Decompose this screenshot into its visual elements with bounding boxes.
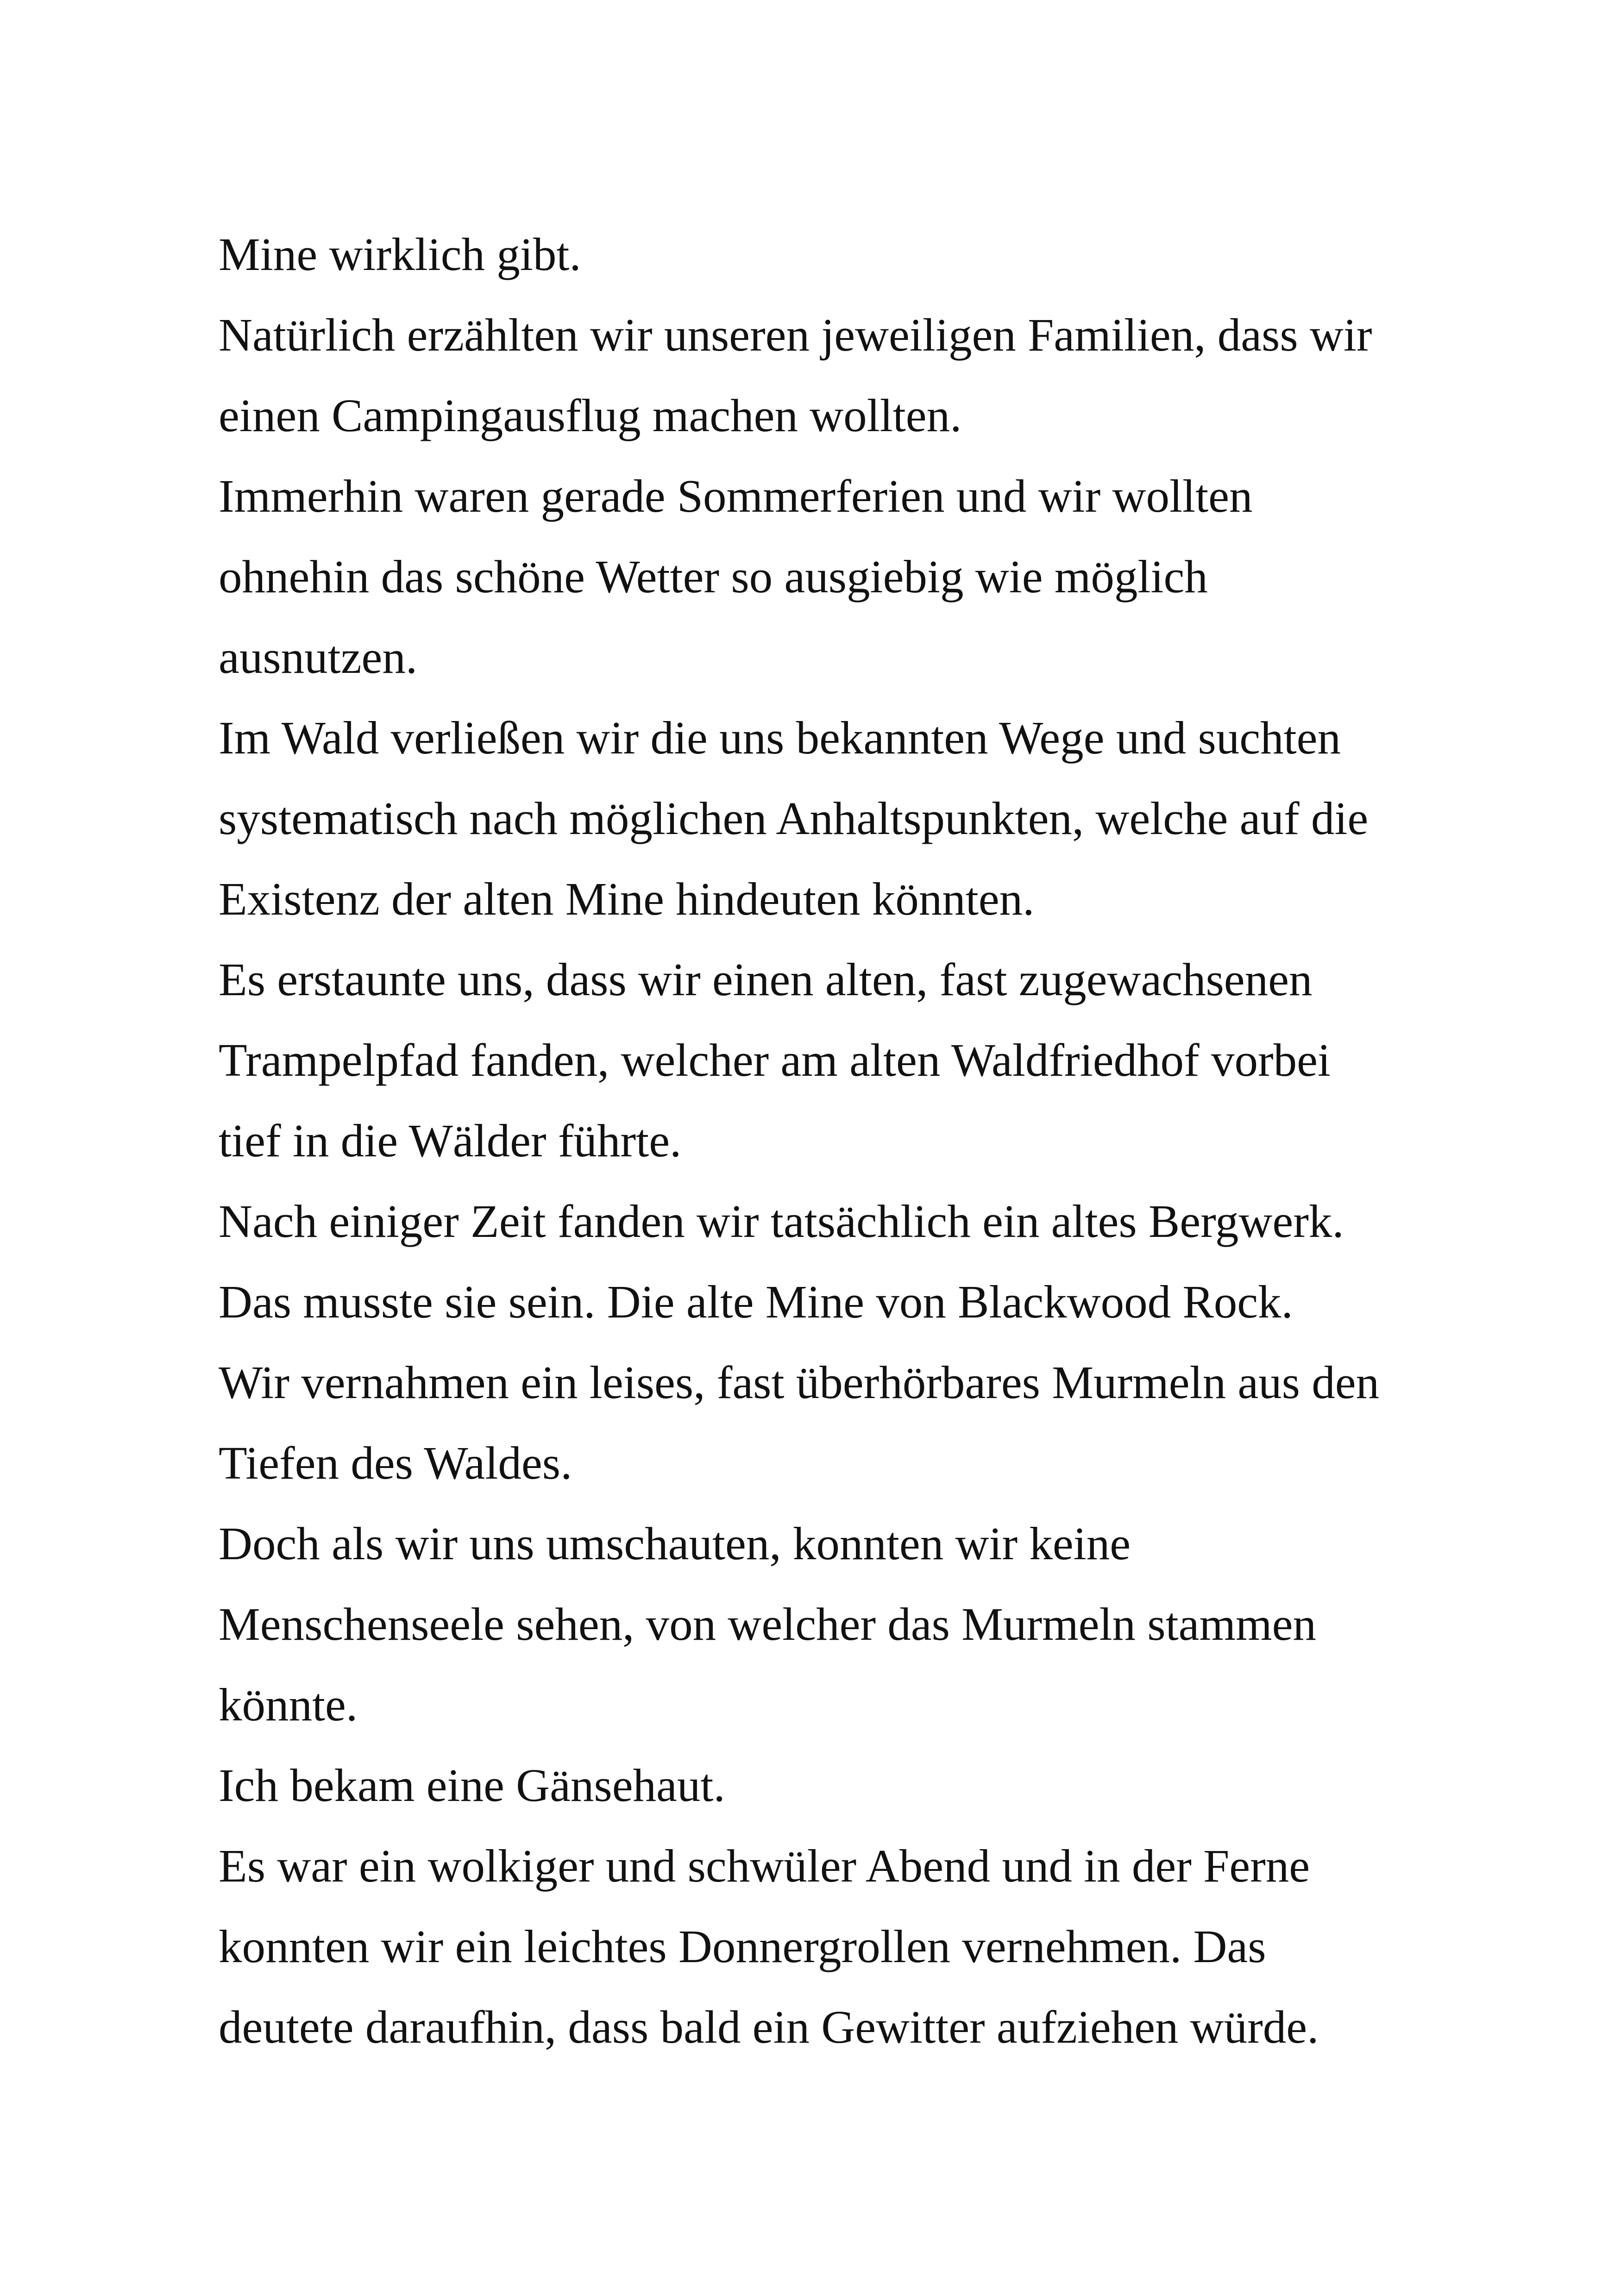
text-line: ohnehin das schöne Wetter so ausgiebig wie möglich	[219, 551, 1208, 602]
text-line: Mine wirklich gibt.	[219, 228, 581, 280]
text-line: Tiefen des Waldes.	[219, 1437, 572, 1489]
text-line: einen Campingausflug machen wollten.	[219, 389, 962, 441]
text-line: Doch als wir uns umschauten, konnten wir keine	[219, 1518, 1131, 1569]
text-line: Wir vernahmen ein leises, fast überhörbares Murmeln aus den	[219, 1356, 1380, 1408]
text-line: Das musste sie sein. Die alte Mine von Blackwood Rock.	[219, 1276, 1293, 1328]
document-body	[219, 214, 1469, 2067]
text-line: Immerhin waren gerade Sommerferien und wir wollten	[219, 470, 1253, 522]
text-line: Trampelpfad fanden, welcher am alten Waldfriedhof vorbei	[219, 1034, 1331, 1086]
text-line: Ich bekam eine Gänsehaut.	[219, 1759, 725, 1811]
text-line: systematisch nach möglichen Anhaltspunkten, welche auf die	[219, 792, 1369, 844]
text-line: Im Wald verließen wir die uns bekannten Wege und suchten	[219, 712, 1341, 764]
text-line: Nach einiger Zeit fanden wir tatsächlich ein altes Bergwerk.	[219, 1195, 1344, 1247]
text-line: Existenz der alten Mine hindeuten könnten.	[219, 873, 1035, 925]
text-line: ausnutzen.	[219, 631, 418, 683]
text-line: konnten wir ein leichtes Donnergrollen vernehmen. Das	[219, 1920, 1266, 1972]
text-line: könnte.	[219, 1679, 358, 1731]
text-line: Menschenseele sehen, von welcher das Murmeln stammen	[219, 1598, 1316, 1650]
text-line: tief in die Wälder führte.	[219, 1115, 682, 1167]
text-line: Natürlich erzählten wir unseren jeweiligen Familien, dass wir	[219, 309, 1372, 361]
text-line: deutete daraufhin, dass bald ein Gewitter aufziehen würde.	[219, 2001, 1319, 2053]
text-line: Es erstaunte uns, dass wir einen alten, fast zugewachsenen	[219, 954, 1313, 1005]
text-line: Es war ein wolkiger und schwüler Abend und in der Ferne	[219, 1840, 1310, 1892]
